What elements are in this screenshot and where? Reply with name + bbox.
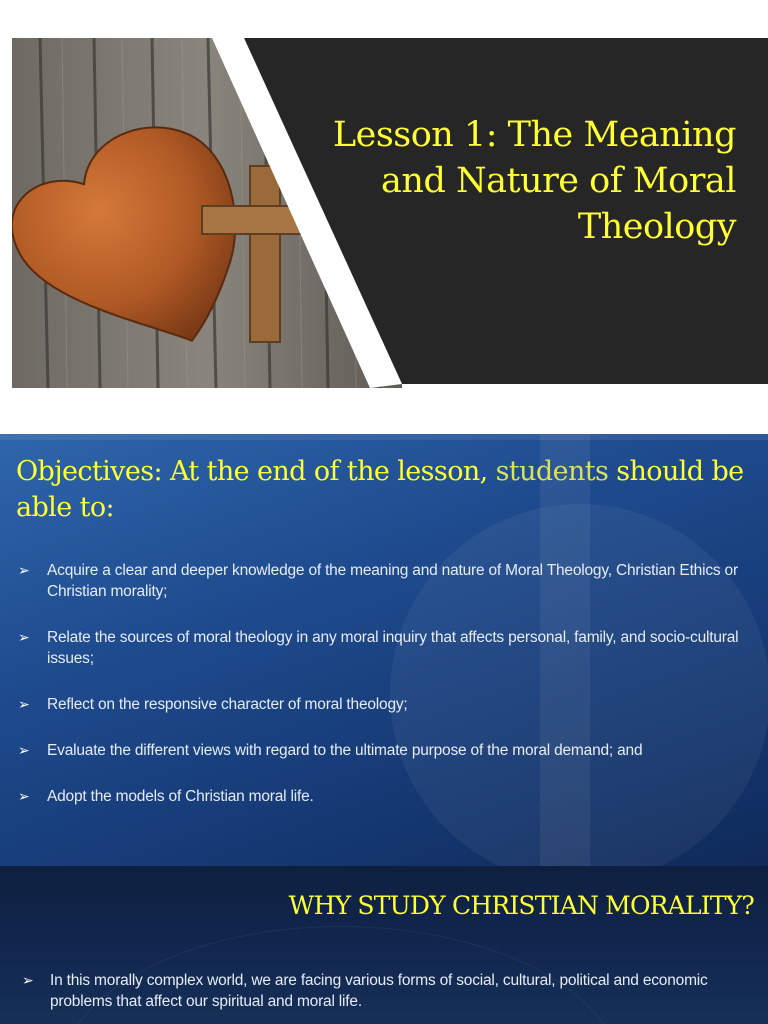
title-slide <box>0 0 768 420</box>
list-item <box>22 970 768 1012</box>
objectives-list <box>18 560 753 832</box>
bullet-arrow-icon: ➢ <box>18 696 30 712</box>
objective-text: Acquire a clear and deeper knowledge of the meaning and nature of Moral Theology, Christian Ethics or Christian morality; <box>47 562 738 600</box>
objective-text: Relate the sources of moral theology in any moral inquiry that affects personal, family, and socio-cultural issues; <box>47 629 739 667</box>
objectives-slide <box>0 434 768 866</box>
objective-text: Reflect on the responsive character of moral theology; <box>47 696 408 713</box>
objectives-heading-rest: should be able to: <box>16 456 744 523</box>
bullet-arrow-icon: ➢ <box>22 972 34 988</box>
bullet-arrow-icon: ➢ <box>18 788 30 804</box>
objectives-heading <box>16 454 756 526</box>
list-item <box>18 627 753 669</box>
bullet-arrow-icon: ➢ <box>18 562 30 578</box>
lesson-title: Lesson 1: The Meaning and Nature of Moral Theology <box>332 115 736 247</box>
objective-text: Evaluate the different views with regard to the ultimate purpose of the moral demand; and <box>47 742 643 759</box>
why-study-text: In this morally complex world, we are facing various forms of social, cultural, political and economic problems that affect our spiritual and moral life. <box>50 972 708 1010</box>
decorative-top-band <box>0 434 768 440</box>
list-item <box>18 786 753 807</box>
why-study-slide <box>0 866 768 1024</box>
objectives-heading-accent: students <box>495 456 609 487</box>
bullet-arrow-icon: ➢ <box>18 742 30 758</box>
bullet-arrow-icon: ➢ <box>18 629 30 645</box>
objective-text: Adopt the models of Christian moral life. <box>47 788 314 805</box>
why-study-heading: WHY STUDY CHRISTIAN MORALITY? <box>288 891 754 920</box>
list-item <box>18 694 753 715</box>
objectives-heading-main: Objectives: At the end of the lesson, <box>16 456 496 487</box>
list-item <box>18 740 753 761</box>
list-item <box>18 560 753 602</box>
